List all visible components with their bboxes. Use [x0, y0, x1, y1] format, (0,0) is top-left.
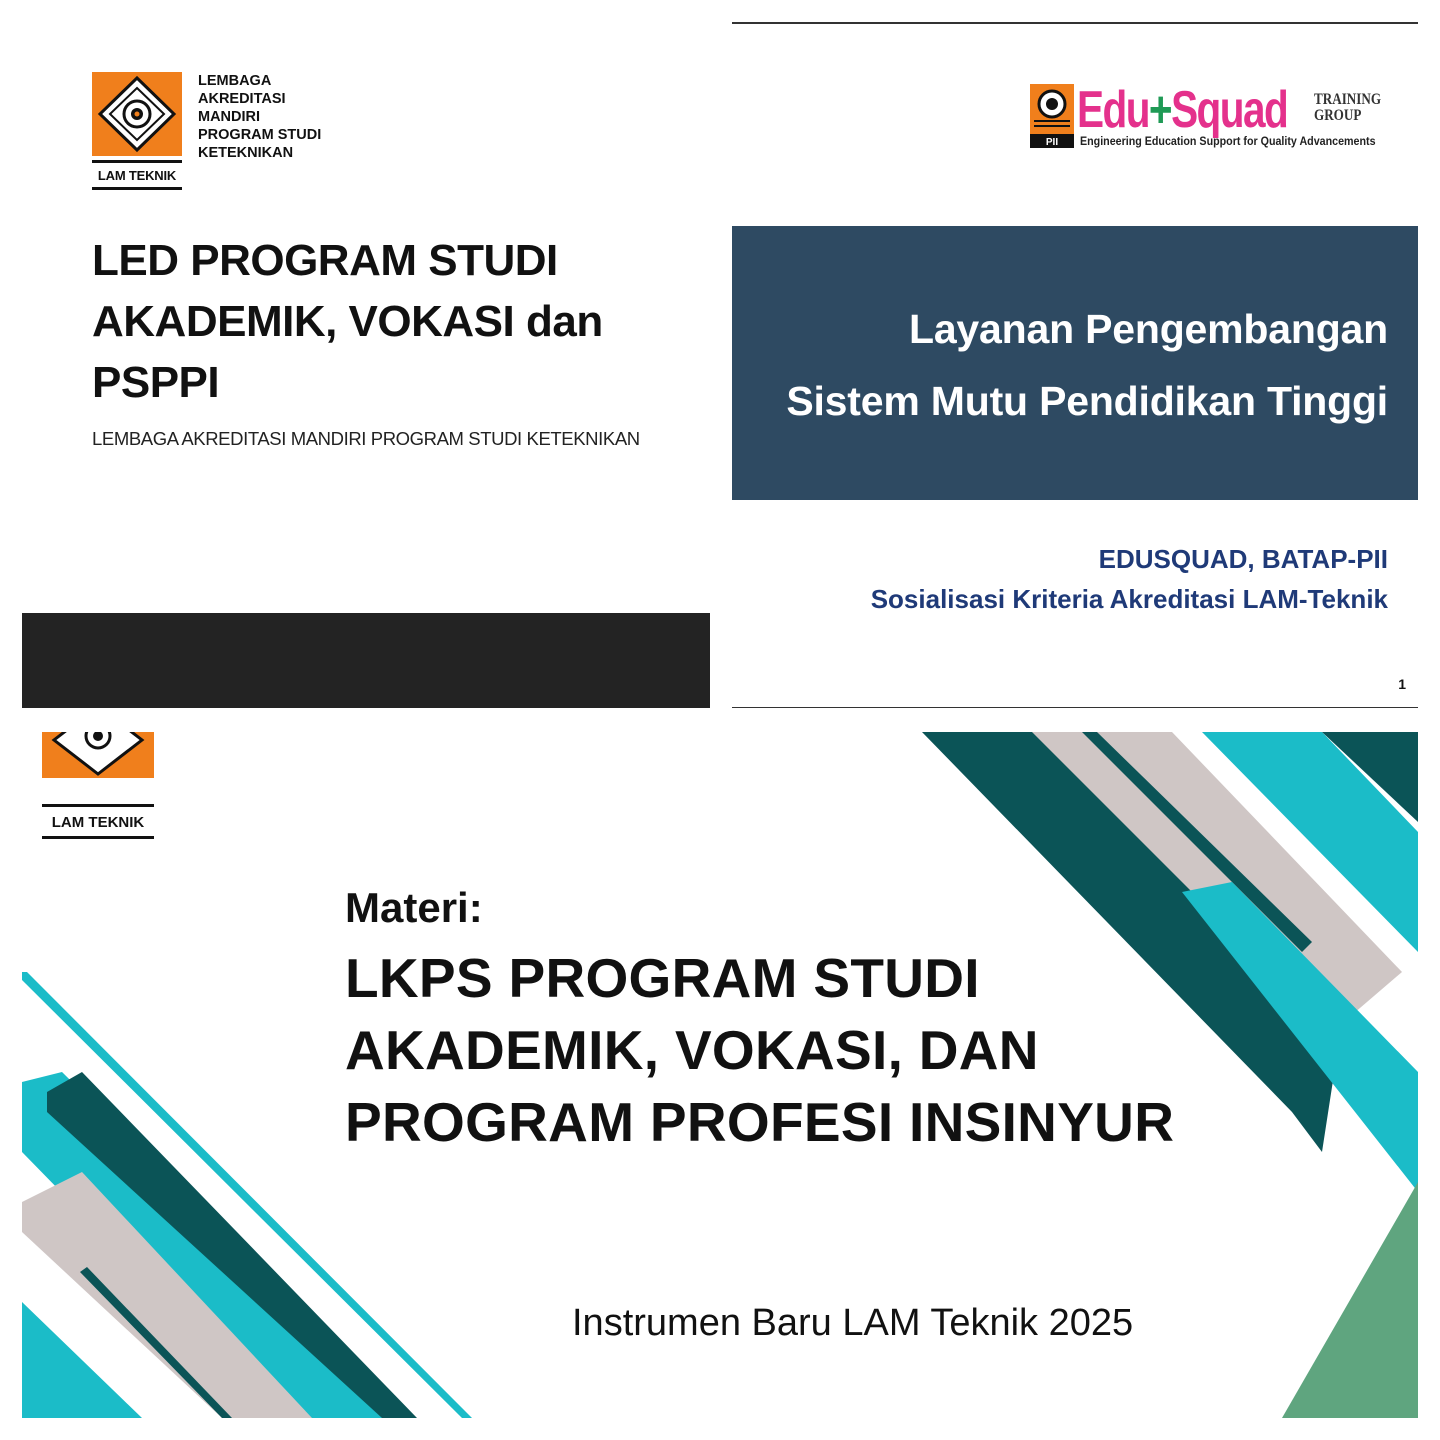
slide-layanan-pengembangan	[732, 22, 1418, 708]
logo-caption: LAM TEKNIK	[51, 814, 145, 831]
slide-lkps-program-studi	[22, 732, 1418, 1418]
brand-name-squad: Squad	[1171, 81, 1288, 139]
pii-emblem-label: PII	[1045, 137, 1059, 148]
title-banner	[732, 226, 1418, 500]
slide-title	[345, 942, 1174, 1158]
presentation-topic: Sosialisasi Kriteria Akreditasi LAM-Teknik	[870, 584, 1388, 614]
edusquad-brand-name	[1077, 80, 1287, 140]
brand-name-plus: +	[1148, 81, 1172, 139]
logo-divider	[42, 836, 154, 839]
title-line: AKADEMIK, VOKASI, DAN	[345, 1019, 1039, 1081]
org-name	[198, 72, 398, 162]
title-line: LED PROGRAM STUDI	[92, 236, 558, 285]
banner-line: Layanan Pengembangan	[908, 306, 1388, 352]
title-line: PROGRAM PROFESI INSINYUR	[345, 1091, 1175, 1153]
title-line: AKADEMIK, VOKASI dan	[92, 297, 603, 346]
slide-led-program-studi	[22, 28, 710, 708]
brand-group-line: GROUP	[1314, 107, 1362, 124]
instrumen-subtitle: Instrumen Baru LAM Teknik 2025	[572, 1302, 1134, 1344]
brand-tagline: Engineering Education Support for Quality Advancements	[1080, 136, 1376, 148]
org-name-line: KETEKNIKAN	[198, 145, 294, 161]
slide-subtitle: LEMBAGA AKREDITASI MANDIRI PROGRAM STUDI KETEKNIKAN	[92, 428, 640, 449]
banner-line: Sistem Mutu Pendidikan Tinggi	[786, 378, 1388, 424]
lam-teknik-logo-icon	[42, 732, 154, 792]
title-line: PSPPI	[92, 358, 220, 407]
pii-emblem-icon	[1030, 84, 1074, 148]
logo-caption: LAM TEKNIK	[97, 168, 177, 183]
org-name-line: AKREDITASI	[198, 91, 286, 107]
org-name-line: MANDIRI	[198, 109, 261, 125]
brand-name-edu: Edu	[1077, 81, 1149, 139]
materi-label: Materi:	[345, 884, 483, 931]
brand-group-label	[1314, 92, 1394, 124]
org-name-line: LEMBAGA	[198, 73, 272, 89]
title-line: LKPS PROGRAM STUDI	[345, 947, 980, 1009]
lam-teknik-logo-icon	[92, 72, 182, 156]
slide-title	[92, 230, 692, 413]
footer-bar	[22, 613, 710, 708]
page-number: 1	[1398, 676, 1406, 692]
brand-group-line: TRAINING	[1314, 91, 1382, 108]
org-name-line: PROGRAM STUDI	[198, 127, 322, 143]
logo-divider	[42, 804, 154, 807]
presenter-org: EDUSQUAD, BATAP-PII	[1098, 544, 1388, 574]
